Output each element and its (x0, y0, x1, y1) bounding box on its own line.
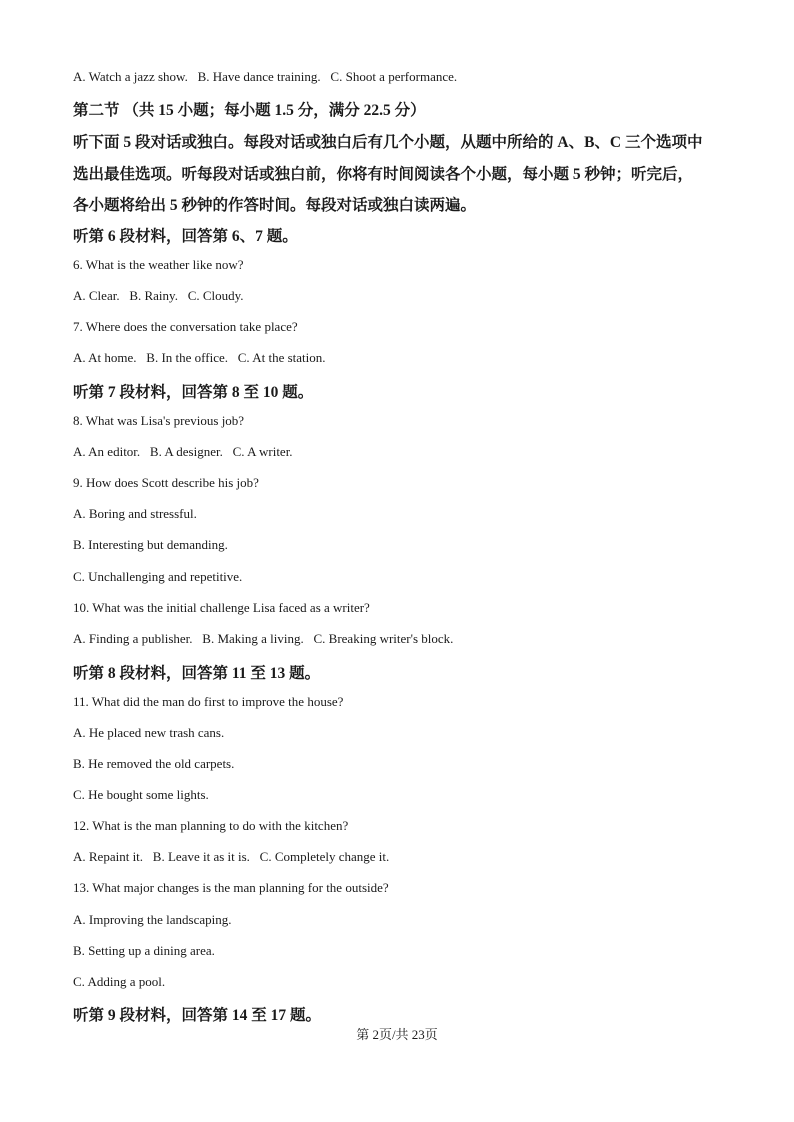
instructions-line-2: 选出最佳选项。听每段对话或独白前，你将有时间阅读各个小题，每小题 5 秒钟；听完后， (73, 166, 694, 183)
question-9-option-b: B. Interesting but demanding. (73, 537, 228, 552)
question-6-options: A. Clear. B. Rainy. C. Cloudy. (73, 288, 244, 303)
material-6-heading: 听第 6 段材料，回答第 6、7 题。 (73, 228, 298, 245)
question-9-option-c: C. Unchallenging and repetitive. (73, 569, 243, 584)
question-13-option-a: A. Improving the landscaping. (73, 912, 232, 927)
question-12-options: A. Repaint it. B. Leave it as it is. C. Completely change it. (73, 849, 390, 864)
question-8: 8. What was Lisa's previous job? (73, 413, 245, 428)
instructions-line-1: 听下面 5 段对话或独白。每段对话或独白后有几个小题，从题中所给的 A、B、C 三个选项中 (73, 134, 703, 151)
question-11: 11. What did the man do first to improve the house? (73, 694, 344, 709)
question-11-option-c: C. He bought some lights. (73, 787, 209, 802)
question-13-option-b: B. Setting up a dining area. (73, 943, 215, 958)
question-9-option-a: A. Boring and stressful. (73, 506, 197, 521)
page-number-footer: 第 2页/共 23页 (356, 1027, 438, 1042)
question-7-options: A. At home. B. In the office. C. At the station. (73, 350, 326, 365)
material-9-heading: 听第 9 段材料，回答第 14 至 17 题。 (73, 1007, 322, 1024)
material-7-heading: 听第 7 段材料，回答第 8 至 10 题。 (73, 384, 314, 401)
instructions-line-3: 各小题将给出 5 秒钟的作答时间。每段对话或独白读两遍。 (73, 197, 477, 214)
question-6: 6. What is the weather like now? (73, 257, 244, 272)
question-11-option-a: A. He placed new trash cans. (73, 725, 225, 740)
question-11-option-b: B. He removed the old carpets. (73, 756, 235, 771)
question-13: 13. What major changes is the man planning for the outside? (73, 880, 389, 895)
question-12: 12. What is the man planning to do with the kitchen? (73, 818, 349, 833)
section-heading: 第二节 （共 15 小题；每小题 1.5 分，满分 22.5 分） (73, 102, 426, 119)
question-10-options: A. Finding a publisher. B. Making a living. C. Breaking writer's block. (73, 631, 454, 646)
question-7: 7. Where does the conversation take place? (73, 319, 298, 334)
question-8-options: A. An editor. B. A designer. C. A writer. (73, 444, 293, 459)
question-10: 10. What was the initial challenge Lisa faced as a writer? (73, 600, 370, 615)
question-13-option-c: C. Adding a pool. (73, 974, 166, 989)
question-9: 9. How does Scott describe his job? (73, 475, 259, 490)
question-5-options: A. Watch a jazz show. B. Have dance training. C. Shoot a performance. (73, 69, 458, 84)
material-8-heading: 听第 8 段材料，回答第 11 至 13 题。 (73, 665, 321, 682)
